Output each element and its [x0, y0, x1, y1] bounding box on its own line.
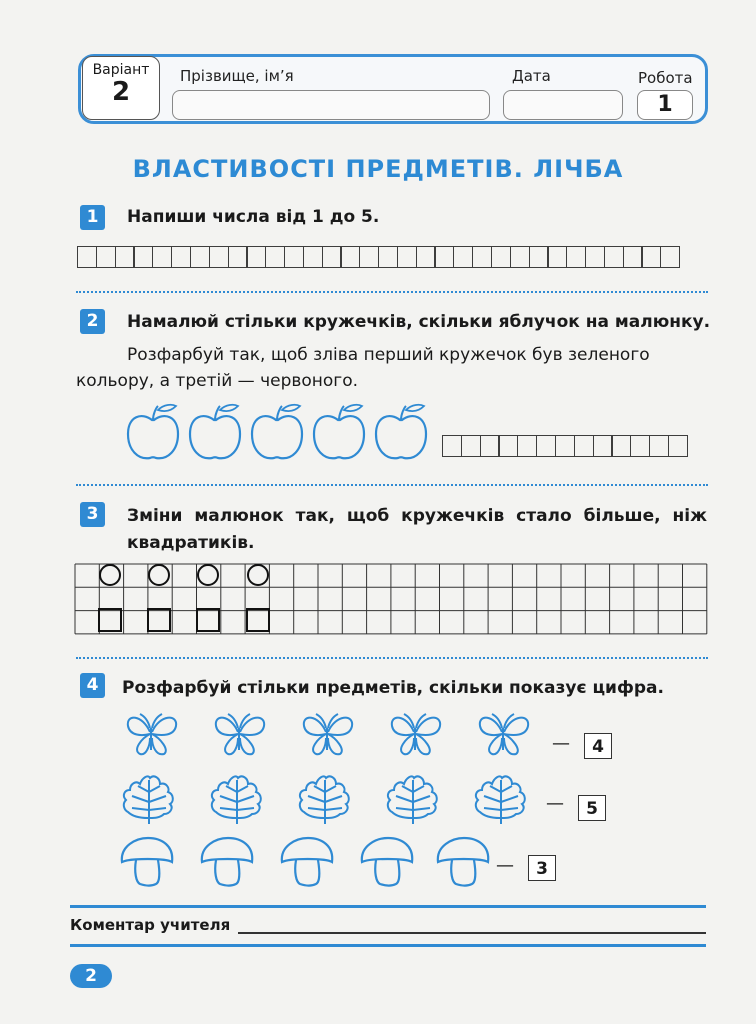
answer-cell[interactable] — [641, 246, 661, 268]
task-2-text: Намалюй стільки кружечків, скільки яблучок на малюнку. — [127, 312, 711, 332]
task-2-line2: кольору, а третій — червоного. — [76, 371, 359, 391]
square-shape — [99, 609, 121, 631]
task-3-text-line2: квадратиків. — [127, 533, 255, 553]
task-1-text: Напиши числа від 1 до 5. — [127, 207, 380, 227]
task-1-answer-grid[interactable] — [77, 246, 679, 268]
mushroom-icon — [122, 838, 172, 886]
variant-value: 2 — [111, 77, 131, 107]
answer-cell[interactable] — [510, 246, 530, 268]
circle-shape — [100, 565, 120, 585]
answer-cell[interactable] — [77, 246, 97, 268]
page-number: 2 — [70, 964, 112, 988]
answer-cell[interactable] — [246, 246, 266, 268]
date-field[interactable] — [503, 90, 623, 120]
task-number-4: 4 — [80, 673, 105, 698]
leaf-icon — [124, 776, 173, 824]
task-number-1: 1 — [80, 205, 105, 230]
teacher-comment-label: Коментар учителя — [70, 916, 231, 934]
target-number-mushrooms: 3 — [528, 855, 556, 881]
answer-cell[interactable] — [133, 246, 153, 268]
answer-cell[interactable] — [555, 435, 575, 457]
mushroom-icon — [202, 838, 252, 886]
square-shape — [247, 609, 269, 631]
task-2-answer-grid[interactable] — [442, 435, 687, 457]
answer-cell[interactable] — [668, 435, 688, 457]
teacher-comment-line[interactable] — [238, 932, 706, 934]
answer-cell[interactable] — [498, 435, 518, 457]
square-shape — [197, 609, 219, 631]
answer-cell[interactable] — [228, 246, 248, 268]
apples-group — [118, 400, 438, 464]
butterfly-icon — [128, 714, 176, 754]
butterfly-icon — [216, 714, 264, 754]
apple-icon — [128, 405, 178, 458]
answer-cell[interactable] — [190, 246, 210, 268]
answer-cell[interactable] — [547, 246, 567, 268]
name-field[interactable] — [172, 90, 490, 120]
answer-cell[interactable] — [566, 246, 586, 268]
answer-cell[interactable] — [115, 246, 135, 268]
divider — [76, 291, 708, 293]
apple-icon — [190, 405, 240, 458]
target-number-butterflies: 4 — [584, 733, 612, 759]
answer-cell[interactable] — [434, 246, 454, 268]
answer-cell[interactable] — [340, 246, 360, 268]
dash: — — [552, 733, 570, 754]
answer-cell[interactable] — [611, 435, 631, 457]
answer-cell[interactable] — [623, 246, 643, 268]
answer-cell[interactable] — [660, 246, 680, 268]
variant-label: Варіант — [92, 62, 150, 78]
answer-cell[interactable] — [171, 246, 191, 268]
answer-cell[interactable] — [209, 246, 229, 268]
date-label: Дата — [512, 67, 551, 85]
mushroom-icon — [438, 838, 488, 886]
divider — [76, 484, 708, 486]
butterfly-icon — [392, 714, 440, 754]
answer-cell[interactable] — [472, 246, 492, 268]
answer-cell[interactable] — [461, 435, 481, 457]
answer-cell[interactable] — [442, 435, 462, 457]
answer-cell[interactable] — [453, 246, 473, 268]
answer-cell[interactable] — [585, 246, 605, 268]
answer-cell[interactable] — [378, 246, 398, 268]
task-number-3: 3 — [80, 502, 105, 527]
task-3-text-line1: Зміни малюнок так, щоб кружечків стало більше, ніж — [127, 506, 707, 526]
square-shape — [148, 609, 170, 631]
answer-cell[interactable] — [322, 246, 342, 268]
answer-cell[interactable] — [491, 246, 511, 268]
mushroom-icon — [362, 838, 412, 886]
footer-divider — [70, 905, 706, 908]
leaf-icon — [300, 776, 349, 824]
leaf-icon — [388, 776, 437, 824]
task-number-2: 2 — [80, 309, 105, 334]
answer-cell[interactable] — [303, 246, 323, 268]
page-title: ВЛАСТИВОСТІ ПРЕДМЕТІВ. ЛІЧБА — [132, 155, 624, 183]
answer-cell[interactable] — [529, 246, 549, 268]
footer-divider — [70, 944, 706, 947]
answer-cell[interactable] — [630, 435, 650, 457]
dash: — — [496, 855, 514, 876]
answer-cell[interactable] — [96, 246, 116, 268]
task-4-text: Розфарбуй стільки предметів, скільки показує цифра. — [122, 678, 664, 698]
mushroom-icon — [282, 838, 332, 886]
task-2-line1: Розфарбуй так, щоб зліва перший кружечок був зеленого — [127, 345, 650, 365]
answer-cell[interactable] — [359, 246, 379, 268]
target-number-leaves: 5 — [578, 795, 606, 821]
work-number: 1 — [637, 90, 693, 120]
answer-cell[interactable] — [284, 246, 304, 268]
butterfly-icon — [304, 714, 352, 754]
answer-cell[interactable] — [416, 246, 436, 268]
answer-cell[interactable] — [517, 435, 537, 457]
dash: — — [546, 793, 564, 814]
work-label: Робота — [638, 69, 693, 87]
apple-icon — [314, 405, 364, 458]
variant-box — [82, 56, 160, 120]
answer-cell[interactable] — [604, 246, 624, 268]
leaf-icon — [212, 776, 261, 824]
answer-cell[interactable] — [536, 435, 556, 457]
circle-shape — [248, 565, 268, 585]
task-3-grid[interactable] — [74, 563, 710, 635]
answer-cell[interactable] — [574, 435, 594, 457]
circle-shape — [198, 565, 218, 585]
divider — [76, 657, 708, 659]
answer-cell[interactable] — [649, 435, 669, 457]
answer-cell[interactable] — [152, 246, 172, 268]
answer-cell[interactable] — [480, 435, 500, 457]
apple-icon — [252, 405, 302, 458]
circle-shape — [149, 565, 169, 585]
butterfly-icon — [480, 714, 528, 754]
apple-icon — [376, 405, 426, 458]
name-label: Прізвище, ім’я — [180, 67, 294, 85]
answer-cell[interactable] — [593, 435, 613, 457]
answer-cell[interactable] — [397, 246, 417, 268]
leaf-icon — [476, 776, 525, 824]
answer-cell[interactable] — [265, 246, 285, 268]
